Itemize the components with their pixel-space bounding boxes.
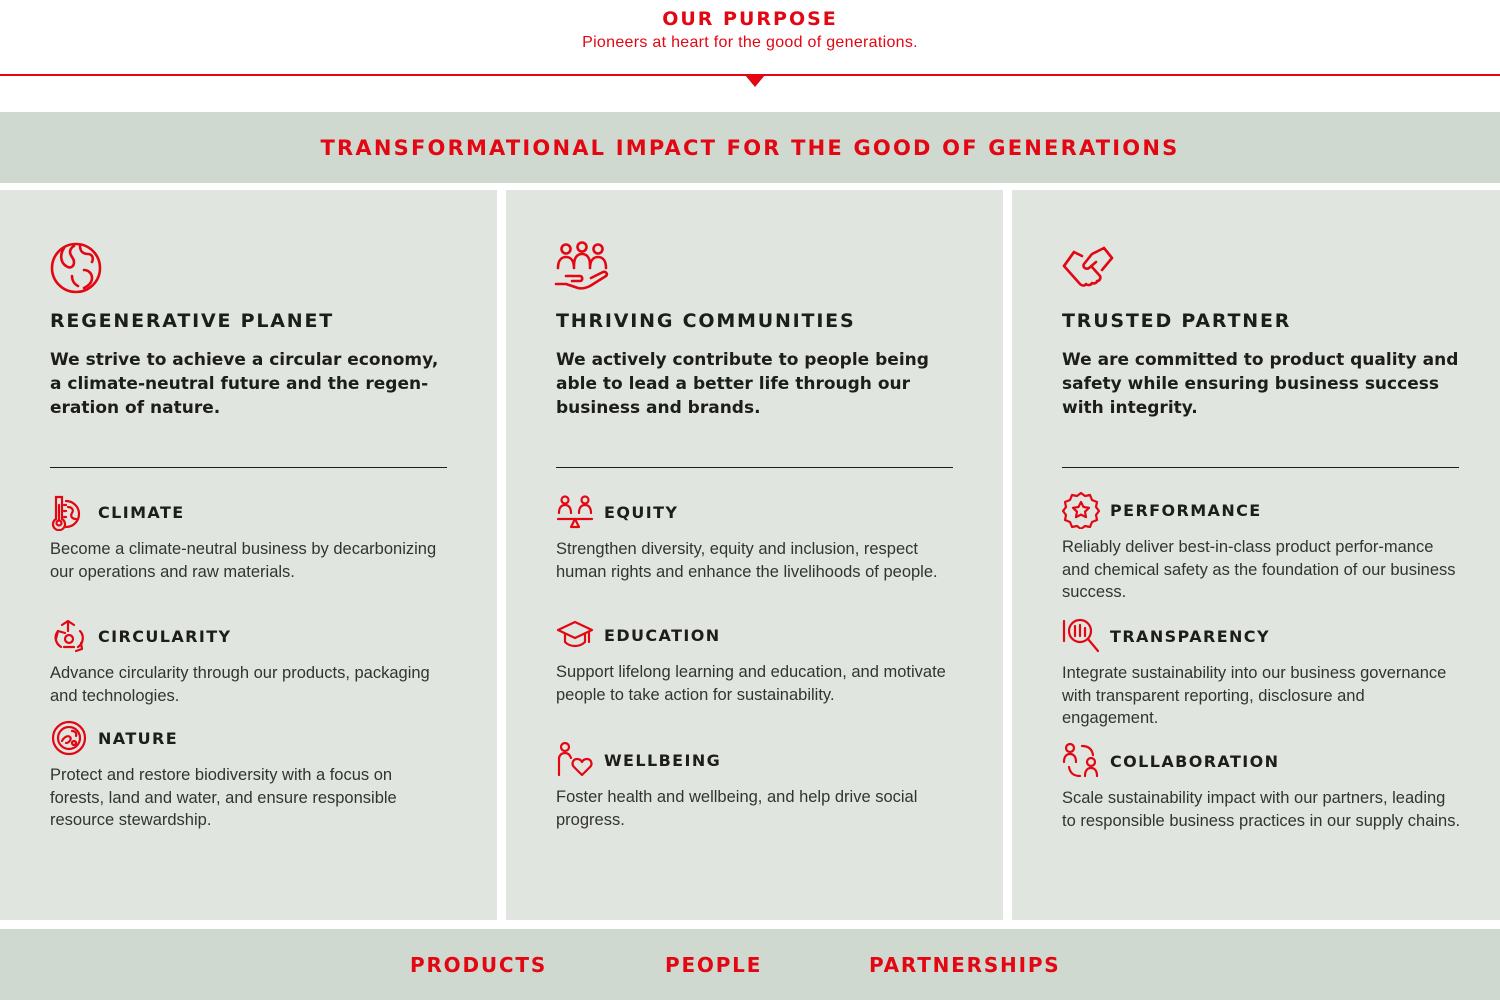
- impact-title: TRANSFORMATIONAL IMPACT FOR THE GOOD OF GENERATIONS: [320, 135, 1180, 160]
- focus-item-transparency: [1062, 616, 1467, 730]
- focus-item-title: COLLABORATION: [1110, 751, 1280, 771]
- collaboration-icon: [1062, 742, 1100, 780]
- people-hand-icon: [554, 240, 610, 296]
- focus-item-title: EDUCATION: [604, 625, 721, 645]
- footer-item-people: PEOPLE: [665, 953, 763, 977]
- pillar-divider: [556, 467, 953, 468]
- focus-item-title: TRANSPARENCY: [1110, 626, 1270, 646]
- focus-item-title: EQUITY: [604, 502, 679, 522]
- impact-banner: [0, 112, 1500, 183]
- focus-item-description: Become a climate-neutral business by decarbonizing our operations and raw materials.: [50, 540, 437, 581]
- pillar-regenerative-planet: [0, 190, 497, 920]
- pillar-divider: [1062, 467, 1459, 468]
- focus-item-wellbeing: [556, 740, 961, 831]
- magnifier-chart-icon: [1062, 617, 1100, 655]
- focus-item-education: [556, 615, 961, 706]
- focus-item-title: CLIMATE: [98, 502, 185, 522]
- person-heart-icon: [556, 741, 594, 779]
- recycle-icon: [50, 617, 88, 655]
- award-star-icon: [1062, 491, 1100, 529]
- focus-item-performance: [1062, 490, 1467, 604]
- focus-item-description: Foster health and wellbeing, and help drive social progress.: [556, 788, 918, 829]
- focus-item-description: Integrate sustainability into our business governance with transparent reporting, disclosure and engagement.: [1062, 664, 1447, 727]
- focus-item-title: NATURE: [98, 728, 179, 748]
- focus-item-description: Scale sustainability impact with our partners, leading to responsible business practices in our supply chains.: [1062, 789, 1461, 830]
- purpose-header: [0, 0, 1500, 88]
- thermometer-globe-icon: [50, 493, 88, 531]
- focus-item-equity: [556, 492, 961, 583]
- focus-item-climate: [50, 492, 455, 583]
- pillar-thriving-communities: [506, 190, 1003, 920]
- pillar-description: We are committed to product quality and safety while ensuring business success with integrity.: [1062, 350, 1459, 418]
- handshake-icon: [1060, 240, 1116, 296]
- graduation-cap-icon: [556, 616, 594, 654]
- pillar-title: THRIVING COMMUNITIES: [556, 310, 856, 332]
- equity-scale-icon: [556, 493, 594, 531]
- footer-banner: [0, 929, 1500, 1000]
- pillar-description: We actively contribute to people being able to lead a better life through our business and brands.: [556, 350, 929, 418]
- focus-item-title: CIRCULARITY: [98, 626, 232, 646]
- focus-item-title: WELLBEING: [604, 750, 722, 770]
- focus-item-collaboration: [1062, 741, 1467, 832]
- focus-item-description: Protect and restore biodiversity with a focus on forests, land and water, and ensure responsible resource stewardship.: [50, 766, 397, 829]
- focus-item-description: Reliably deliver best-in-class product perfor-mance and chemical safety as the foundation of our business success.: [1062, 538, 1456, 601]
- focus-item-description: Strengthen diversity, equity and inclusion, respect human rights and enhance the livelihoods of people.: [556, 540, 938, 581]
- pillar-trusted-partner: [1012, 190, 1500, 920]
- focus-item-description: Advance circularity through our products, packaging and technologies.: [50, 664, 430, 705]
- footer-item-partnerships: PARTNERSHIPS: [869, 953, 1061, 977]
- purpose-subtitle: Pioneers at heart for the good of generations.: [582, 34, 918, 51]
- focus-item-circularity: [50, 616, 455, 707]
- pillar-title: TRUSTED PARTNER: [1062, 310, 1292, 332]
- nature-globe-icon: [50, 719, 88, 757]
- footer-item-products: PRODUCTS: [410, 953, 548, 977]
- focus-item-description: Support lifelong learning and education, and motivate people to take action for sustainability.: [556, 663, 946, 704]
- pillar-description: We strive to achieve a circular economy, a climate-neutral future and the regen-eration of nature.: [50, 350, 439, 418]
- pillar-title: REGENERATIVE PLANET: [50, 310, 335, 332]
- purpose-title: OUR PURPOSE: [662, 8, 838, 30]
- arrow-down-icon: [745, 75, 765, 87]
- pillar-divider: [50, 467, 447, 468]
- focus-item-nature: [50, 718, 455, 832]
- globe-leaf-icon: [48, 240, 104, 296]
- focus-item-title: PERFORMANCE: [1110, 500, 1262, 520]
